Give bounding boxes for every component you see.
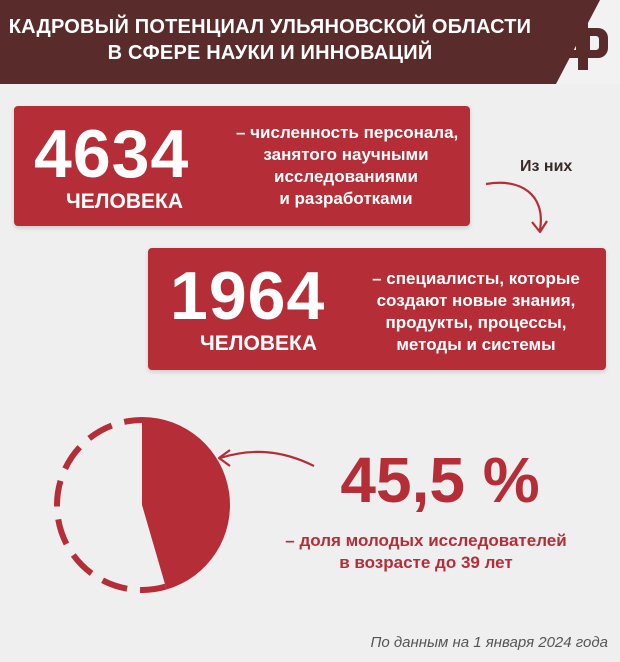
stat-card-specialists	[148, 248, 606, 370]
desc-line: продукты, процессы,	[385, 313, 567, 332]
stat-number: 1964	[170, 258, 326, 334]
arrow-left-icon	[212, 444, 318, 470]
desc-line: – специалисты, которые	[372, 269, 580, 288]
desc-line: методы и системы	[396, 335, 556, 354]
curved-arrow-down-icon	[480, 176, 570, 242]
header-banner	[0, 0, 620, 84]
title-line-2: В СФЕРЕ НАУКИ И ИННОВАЦИЙ	[107, 42, 433, 64]
stat-unit: ЧЕЛОВЕКА	[66, 190, 183, 213]
desc-line: занятого научными	[263, 145, 429, 164]
stat-unit: ЧЕЛОВЕКА	[200, 332, 317, 355]
connector-label: Из них	[520, 158, 573, 175]
stat-description	[356, 268, 596, 356]
desc-line: создают новые знания,	[376, 291, 576, 310]
title-line-1: КАДРОВЫЙ ПОТЕНЦИАЛ УЛЬЯНОВСКОЙ ОБЛАСТИ	[8, 16, 532, 38]
desc-line: исследованиями	[274, 167, 418, 186]
percent-value: 45,5 %	[340, 444, 540, 516]
stat-card-total-staff	[14, 106, 470, 226]
young-researchers-pie	[24, 410, 234, 600]
percent-description	[276, 530, 576, 574]
brand-logo-icon	[530, 0, 620, 84]
pie-slice	[142, 417, 230, 590]
page-title	[0, 14, 540, 66]
desc-line: – численность персонала,	[236, 123, 459, 142]
source-footnote: По данным на 1 января 2024 года	[370, 634, 608, 651]
stat-description	[236, 122, 459, 210]
desc-line: и разработками	[279, 189, 413, 208]
desc-line: – доля молодых исследователей	[285, 531, 567, 550]
stat-number: 4634	[34, 116, 190, 192]
desc-line: в возрасте до 39 лет	[339, 553, 513, 572]
